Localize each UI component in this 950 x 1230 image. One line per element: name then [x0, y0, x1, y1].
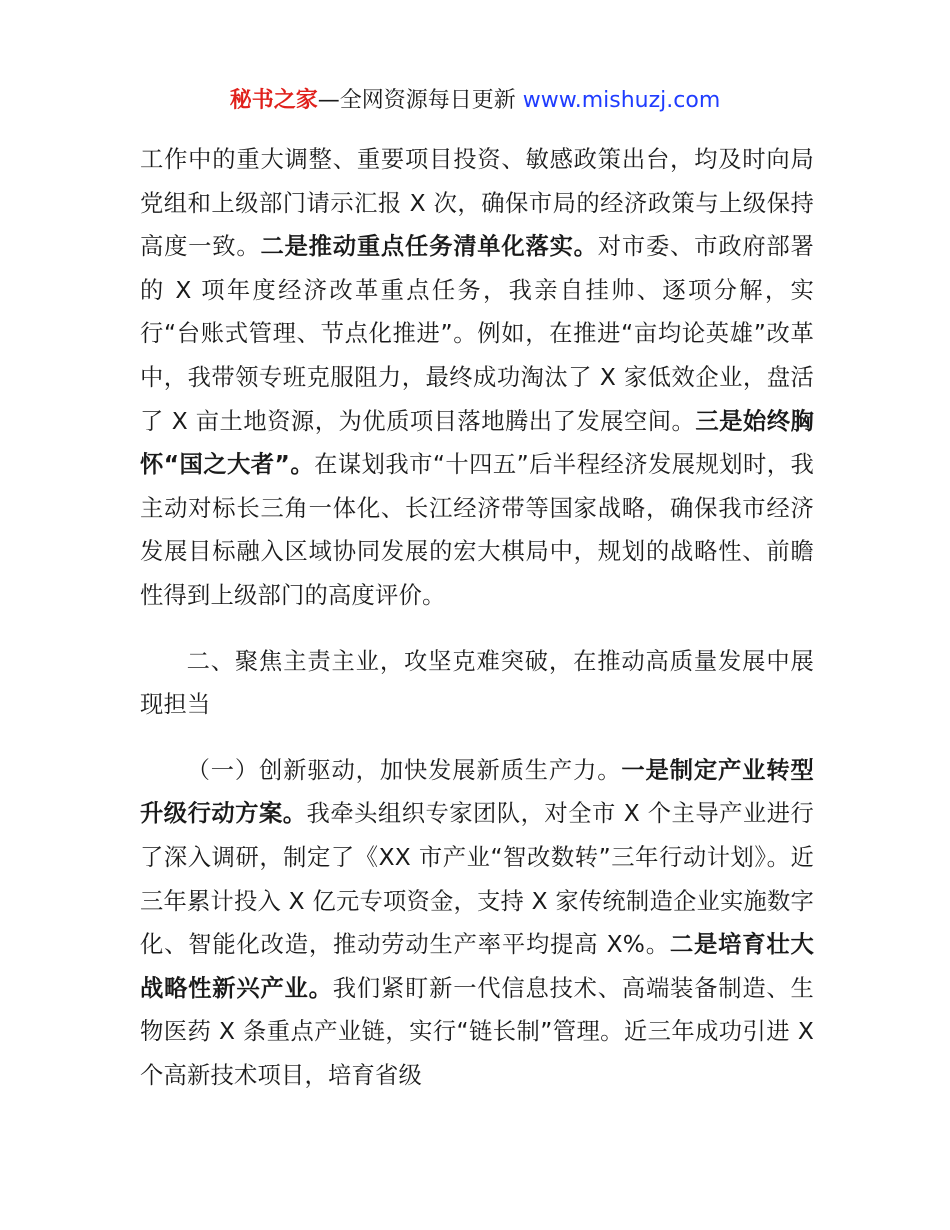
bold-heading: 二是培育壮大战略性新兴产业。	[140, 931, 814, 1002]
text-segment: 工作中的重大调整、重要项目投资、敏感政策出台，均及时向局党组和上级部门请示汇报 X 次，确保市局的经济政策与上级保持高度一致。	[140, 146, 814, 261]
subsection-title: （一）创新驱动，加快发展新质生产力。	[186, 756, 622, 784]
site-url-link[interactable]: www.mishuzj.com	[522, 88, 721, 113]
header-slogan: —全网资源每日更新	[317, 88, 523, 113]
text-segment: 我们紧盯新一代信息技术、高端装备制造、生物医药 X 条重点产业链，实行“链长制”管理。近三年成功引进 X 个高新技术项目，培育省级	[140, 974, 815, 1089]
brand-name: 秘书之家	[229, 88, 318, 113]
document-body	[140, 138, 814, 1097]
text-segment: 在谋划我市“十四五”后半程经济发展规划时，我主动对标长三角一体化、长江经济带等国家战略，确保我市经济发展目标融入区域协同发展的宏大棋局中，规划的战略性、前瞻性得到上级部门的高度评价。	[140, 451, 814, 609]
section-title: 二、聚焦主责主业，攻坚克难突破，在推动高质量发展中展现担当	[140, 647, 814, 719]
bold-heading: 一是制定产业转型升级行动方案。	[140, 756, 814, 828]
bold-heading: 三是始终胸怀“国之大者”。	[140, 407, 814, 479]
section-heading	[140, 640, 814, 727]
paragraph-continued	[140, 138, 814, 618]
bold-heading: 二是推动重点任务清单化落实。	[260, 233, 598, 261]
paragraph	[140, 749, 814, 1098]
site-header	[0, 86, 950, 116]
text-segment: 对市委、市政府部署的 X 项年度经济改革重点任务，我亲自挂帅、逐项分解，实行“台账式管理、节点化推进”。例如，在推进“亩均论英雄”改革中，我带领专班克服阻力，最终成功淘汰了 X 家低效企业，盘活了 X 亩土地资源，为优质项目落地腾出了发展空间。	[140, 233, 814, 435]
text-segment: 我牵头组织专家团队，对全市 X 个主导产业进行了深入调研，制定了《XX 市产业“智改数转”三年行动计划》。近三年累计投入 X 亿元专项资金，支持 X 家传统制造企业实施数字化、智能化改造，推动劳动生产率平均提高 X%。	[140, 800, 814, 959]
